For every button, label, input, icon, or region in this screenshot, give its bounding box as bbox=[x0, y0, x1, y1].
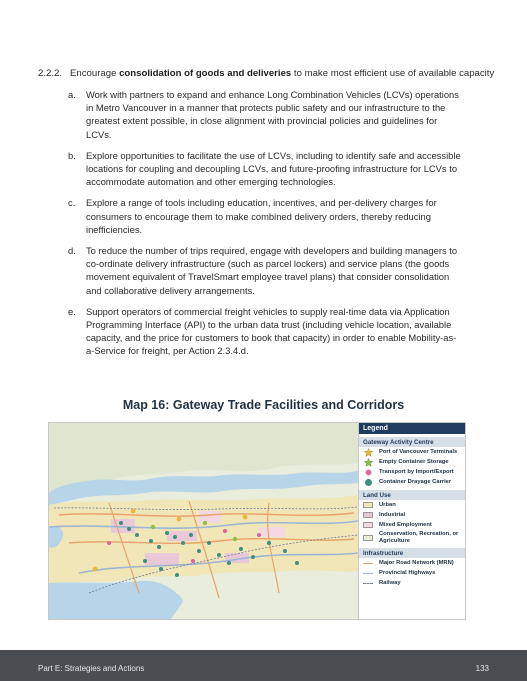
legend-label: Container Drayage Carrier bbox=[379, 479, 452, 485]
legend-item-drayage-carrier bbox=[359, 477, 466, 487]
section-lead: Encourage bbox=[70, 68, 120, 79]
map-figure bbox=[48, 422, 466, 620]
legend-item-urban bbox=[359, 500, 466, 510]
action-item-a bbox=[64, 88, 464, 141]
legend-label: Empty Container Storage bbox=[379, 459, 449, 465]
legend-item-industrial bbox=[359, 510, 466, 520]
legend-item-highways bbox=[359, 568, 466, 578]
item-text: Work with partners to expand and enhance Long Combination Vehicles (LCVs) operations in Metro Vancouver in a manner that protects public safety and our infrastructure to the greatest extent possible, in close alignment with provincial policies and guidelines for LCVs. bbox=[86, 89, 459, 140]
action-item-d bbox=[64, 244, 464, 297]
legend-label: Provincial Highways bbox=[379, 570, 436, 576]
conservation-swatch bbox=[363, 534, 373, 542]
legend-label: Urban bbox=[379, 502, 396, 508]
footer-part-title: Part E: Strategies and Actions bbox=[38, 664, 145, 673]
legend-label: Mixed Employment bbox=[379, 522, 432, 528]
highway-line-icon bbox=[363, 569, 373, 577]
item-letter: e. bbox=[68, 305, 76, 317]
legend-section-gateway: Gateway Activity Centre bbox=[359, 437, 466, 447]
star-icon bbox=[363, 448, 373, 456]
map-graphic bbox=[49, 423, 358, 620]
star-icon bbox=[363, 458, 373, 466]
industrial-swatch bbox=[363, 511, 373, 519]
map-title: Map 16: Gateway Trade Facilities and Corridors bbox=[122, 398, 405, 412]
legend-item-mixed-employment bbox=[359, 520, 466, 530]
action-item-c bbox=[64, 196, 464, 236]
legend-section-infrastructure: Infrastructure bbox=[359, 548, 466, 558]
page-number: 133 bbox=[475, 664, 489, 673]
railway-line-icon bbox=[363, 579, 373, 587]
legend-section-landuse: Land Use bbox=[359, 490, 466, 500]
section-emphasis: consolidation of goods and deliveries bbox=[119, 68, 292, 79]
item-text: Explore a range of tools including education, incentives, and per-delivery charges for consumers to encourage them to make combined delivery orders, thereby reducing inefficiencies. bbox=[86, 197, 437, 235]
mixed-employment-swatch bbox=[363, 521, 373, 529]
action-item-e bbox=[64, 305, 464, 358]
legend-item-transport-import-export bbox=[359, 467, 466, 477]
circle-icon bbox=[363, 468, 373, 476]
legend-item-railway bbox=[359, 578, 466, 588]
road-line-icon bbox=[363, 559, 373, 567]
legend-label: Railway bbox=[379, 580, 401, 586]
legend-item-port-terminals bbox=[359, 447, 466, 457]
section-heading bbox=[38, 67, 498, 80]
circle-icon bbox=[363, 478, 373, 486]
item-text: Support operators of commercial freight vehicles to supply real-time data via Application Programming Interface (API) to the urban data trust (including vehicle location, available capacity, and the price for customers to book that capacity) in order to enable Mobility-as-a-Service for freight, per Action 2.3.4.d. bbox=[86, 305, 457, 357]
legend-label: Industrial bbox=[379, 512, 406, 518]
legend-item-empty-container bbox=[359, 457, 466, 467]
legend-item-conservation bbox=[359, 530, 466, 545]
legend-label: Conservation, Recreation, or Agriculture bbox=[379, 531, 459, 544]
legend-label: Port of Vancouver Terminals bbox=[379, 449, 458, 455]
item-letter: b. bbox=[68, 149, 76, 161]
urban-swatch bbox=[363, 501, 373, 509]
legend-label: Major Road Network (MRN) bbox=[379, 560, 454, 566]
legend-title: Legend bbox=[359, 423, 466, 434]
item-text: To reduce the number of trips required, engage with developers and building managers to co-ordinate delivery infrastructure (such as parcel lockers) and service plans (the goods movement equivalent of TravelSmart employee travel plans) that consider consolidation and collaborative delivery arrangements. bbox=[86, 245, 458, 296]
item-letter: c. bbox=[68, 197, 76, 209]
legend-item-mrn bbox=[359, 558, 466, 568]
legend-label: Transport by Import/Export bbox=[379, 469, 454, 475]
action-list bbox=[64, 88, 464, 366]
map-legend bbox=[358, 423, 466, 620]
item-text: Explore opportunities to facilitate the use of LCVs, including to identify safe and accessible locations for coupling and decoupling LCVs, and future-proofing infrastructure for LCVs to accommodate automation and other emerging technologies. bbox=[86, 149, 461, 188]
action-item-b bbox=[64, 149, 464, 189]
item-letter: d. bbox=[68, 245, 76, 257]
section-rest: to make most efficient use of available capacity bbox=[291, 68, 495, 79]
item-letter: a. bbox=[68, 89, 76, 100]
section-number: 2.2.2. bbox=[38, 68, 63, 79]
page-footer bbox=[0, 650, 527, 681]
